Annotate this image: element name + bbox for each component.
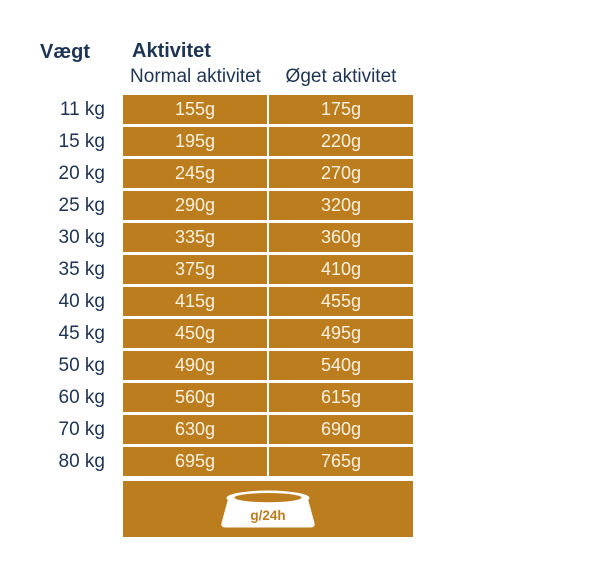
- increased-activity-cell: 360g: [269, 223, 413, 252]
- increased-activity-cell: 495g: [269, 319, 413, 348]
- row-spacer: [105, 159, 123, 188]
- increased-activity-cell: 765g: [269, 447, 413, 476]
- table-row: [0, 223, 413, 252]
- weight-label: 50 kg: [58, 355, 105, 376]
- table-row: [0, 287, 413, 316]
- normal-activity-cell: 155g: [123, 95, 267, 124]
- row-spacer: [105, 415, 123, 444]
- weight-label: 30 kg: [58, 227, 105, 248]
- table-row: [0, 447, 413, 476]
- normal-activity-cell: 375g: [123, 255, 267, 284]
- normal-activity-cell: 490g: [123, 351, 267, 380]
- weight-label: 15 kg: [58, 131, 105, 152]
- row-spacer: [105, 319, 123, 348]
- normal-activity-cell: 335g: [123, 223, 267, 252]
- increased-activity-cell: 320g: [269, 191, 413, 220]
- weight-column-header: Vægt: [40, 41, 90, 63]
- table-row: [0, 351, 413, 380]
- weight-label: 45 kg: [58, 323, 105, 344]
- table-row: [0, 383, 413, 412]
- dog-bowl-icon: [218, 489, 318, 529]
- table-row: [0, 95, 413, 124]
- increased-activity-column-header: Øget aktivitet: [285, 66, 397, 87]
- row-spacer: [105, 255, 123, 284]
- increased-activity-cell: 540g: [269, 351, 413, 380]
- row-spacer: [105, 95, 123, 124]
- row-spacer: [105, 191, 123, 220]
- table-row: [0, 319, 413, 348]
- table-row: [0, 255, 413, 284]
- weight-label: 25 kg: [58, 195, 105, 216]
- normal-activity-cell: 630g: [123, 415, 267, 444]
- weight-label: 35 kg: [58, 259, 105, 280]
- row-spacer: [105, 383, 123, 412]
- increased-activity-cell: 615g: [269, 383, 413, 412]
- increased-activity-cell: 175g: [269, 95, 413, 124]
- table-row: [0, 191, 413, 220]
- row-spacer: [105, 127, 123, 156]
- weight-label: 11 kg: [59, 99, 105, 120]
- row-spacer: [105, 351, 123, 380]
- row-spacer: [105, 287, 123, 316]
- increased-activity-cell: 270g: [269, 159, 413, 188]
- weight-label: 60 kg: [58, 387, 105, 408]
- weight-label: 70 kg: [58, 419, 105, 440]
- weight-label: 80 kg: [58, 451, 105, 472]
- table-row: [0, 159, 413, 188]
- feeding-table-rows: [0, 95, 413, 476]
- row-spacer: [105, 223, 123, 252]
- normal-activity-cell: 415g: [123, 287, 267, 316]
- row-spacer: [105, 447, 123, 476]
- increased-activity-cell: 410g: [269, 255, 413, 284]
- normal-activity-cell: 290g: [123, 191, 267, 220]
- normal-activity-column-header: Normal aktivitet: [130, 66, 261, 87]
- table-row: [0, 127, 413, 156]
- increased-activity-cell: 455g: [269, 287, 413, 316]
- normal-activity-cell: 450g: [123, 319, 267, 348]
- increased-activity-cell: 220g: [269, 127, 413, 156]
- table-row: [0, 415, 413, 444]
- normal-activity-cell: 560g: [123, 383, 267, 412]
- normal-activity-cell: 195g: [123, 127, 267, 156]
- normal-activity-cell: 695g: [123, 447, 267, 476]
- normal-activity-cell: 245g: [123, 159, 267, 188]
- weight-label: 20 kg: [58, 163, 105, 184]
- unit-label: g/24h: [250, 508, 286, 523]
- bowl-opening-shape: [235, 493, 302, 502]
- unit-footer: [123, 481, 413, 537]
- increased-activity-cell: 690g: [269, 415, 413, 444]
- weight-label: 40 kg: [58, 291, 105, 312]
- activity-header: Aktivitet: [132, 40, 211, 62]
